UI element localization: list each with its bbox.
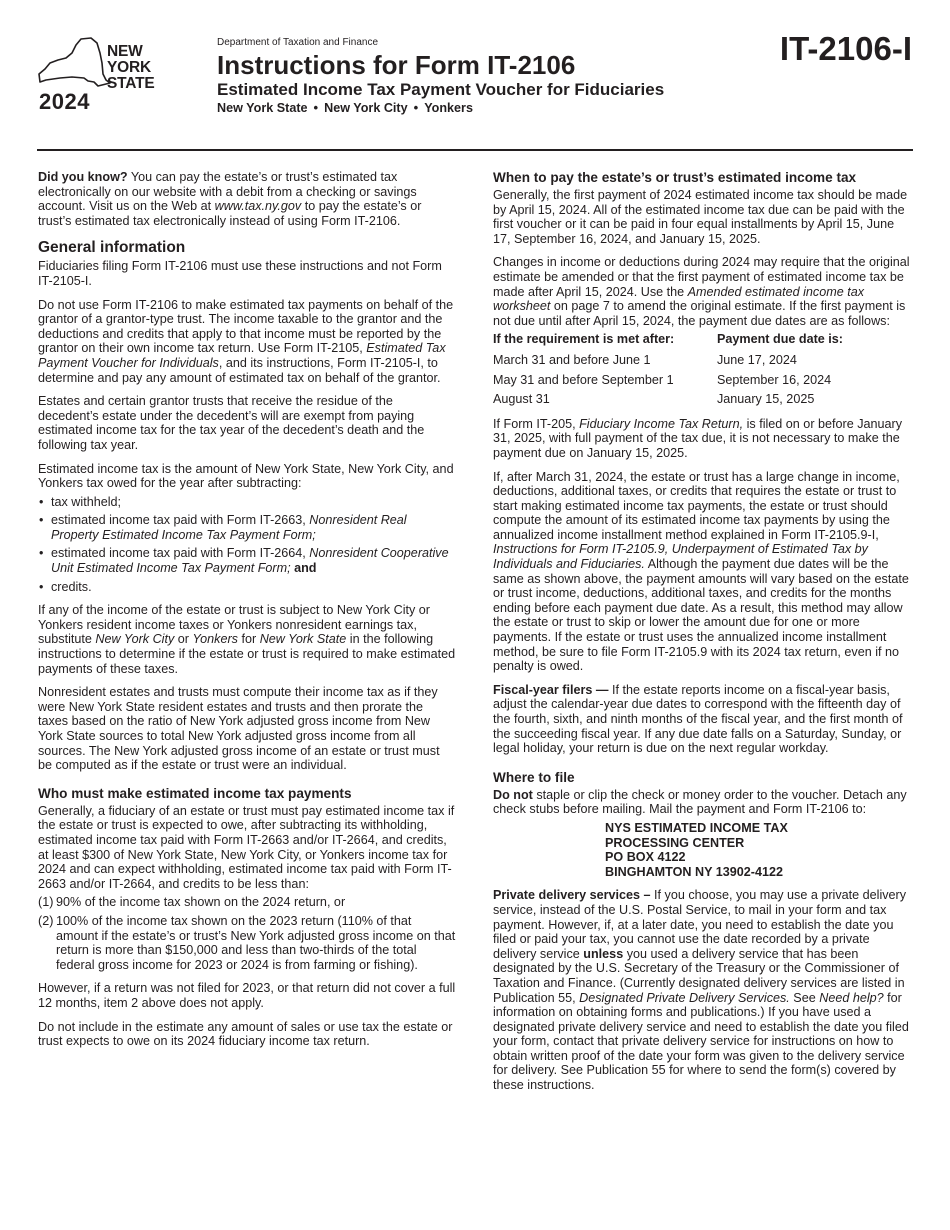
paragraph: Nonresident estates and trusts must compute their income tax as if they were New York State resident estates and trusts and then prorate the taxes based on the ratio of New York adjusted gross income from New York State sources to total New York adjusted gross income from all sources. The New York adjusted gross income of an estate or trust must be computed as if the estate or trust were an individual. — [38, 685, 440, 773]
address-line: PO BOX 4122 — [605, 850, 686, 865]
text-run: If you choose, you may use a private delivery service, instead of the U.S. Postal Service, to mail in your form and tax payment. However, if, at a later date, you need to establish the date you filed or paid your tax, you cannot use the date recorded by a private delivery service — [493, 888, 907, 961]
subtract-list — [38, 495, 456, 595]
text-run-italic: New York State — [259, 632, 347, 647]
text-run: 90% of the income tax shown on the 2024 return, or — [56, 895, 346, 910]
text-run: Changes in income or deductions during 2024 may require that the original estimate be amended or that the first payment of estimated income tax be made after April 15, 2024. Use the — [493, 255, 910, 299]
fiscal-year-filers — [493, 683, 913, 756]
text-run: for — [237, 632, 260, 647]
text-run: If the estate reports income on a fiscal-year basis, adjust the calendar-year due dates to correspond with the fifteenth day of the fourth, sixth, and ninth months of the fiscal year, and the first month of the succeeding fiscal year. If any due date falls on a Saturday, Sunday, or legal holiday, your return is due on the next regular workday. — [493, 682, 903, 756]
list-item — [38, 914, 456, 972]
form-id: IT-2106-I — [779, 30, 912, 67]
form-title-italic: Nonresident Cooperative Unit Estimated Income Tax Payment Form; — [51, 546, 449, 576]
who-must-pay-heading: Who must make estimated income tax payments — [38, 785, 352, 801]
text-run: you used a delivery service that has been designated by the U.S. Secretary of the Treasury or the Commissioner of Taxation and Finance. (Currently designated delivery services are listed in Publication 55, — [493, 946, 905, 1005]
pds-label: Private delivery services – — [493, 888, 651, 903]
table-row — [493, 390, 913, 410]
left-column — [38, 170, 456, 1058]
logo-wordmark — [107, 44, 155, 92]
did-you-know-label: Did you know? — [38, 170, 128, 184]
form-title-italic: Nonresident Real Property Estimated Income Tax Payment Form; — [51, 513, 407, 542]
form-title-italic: Estimated Tax Payment Voucher for Individuals — [38, 341, 446, 370]
list-item — [38, 546, 456, 575]
address-line: PROCESSING CENTER — [605, 835, 745, 850]
paragraph: Fiduciaries filing Form IT-2106 must use these instructions and not Form IT-2105-I. — [38, 259, 442, 288]
list-item — [38, 895, 456, 910]
text-run: in the following instructions to determine if the estate or trust is required to make estimated payments of these taxes. — [38, 632, 456, 676]
mailing-address — [605, 821, 913, 879]
jurisdiction-nyc: New York City — [324, 101, 408, 115]
text-run-bold: Do not — [493, 787, 533, 802]
paragraph: Do not include in the estimate any amount of sales or use tax the estate or trust expects to owe on its 2024 fiduciary income tax return. — [38, 1019, 453, 1049]
paragraph — [493, 788, 913, 817]
table-row — [493, 351, 913, 371]
text-run: Do not use Form IT-2106 to make estimated tax payments on behalf of the grantor of a grantor-type trust. The income taxable to the grantor and the deductions and credits that apply to that income must be reported by the grantor on their own income tax return. Use Form IT-2105, — [38, 297, 454, 356]
table-cell: June 17, 2024 — [717, 352, 797, 367]
text-run: If any of the income of the estate or trust is subject to New York City or Yonkers resident income taxes or Yonkers nonresident earnings tax, substitute — [38, 603, 430, 647]
address-line: BINGHAMTON NY 13902-4122 — [605, 864, 784, 879]
nys-logo — [36, 36, 168, 116]
paragraph — [493, 417, 913, 461]
paragraph — [38, 603, 456, 676]
right-column — [493, 170, 913, 1102]
did-you-know — [38, 170, 456, 228]
table-header-row — [493, 332, 913, 351]
text-run-italic: Yonkers — [192, 632, 238, 647]
text-run: on page 7 to amend the original estimate. If the first payment is not due until after April 15, 2024, the payment due dates are as follows: — [493, 299, 906, 328]
column-header: Payment due date is: — [717, 332, 843, 347]
due-date-table — [493, 332, 913, 409]
column-header: If the requirement is met after: — [493, 332, 675, 347]
list-item — [38, 513, 456, 542]
logo-year: 2024 — [39, 89, 90, 114]
website-link[interactable]: www.tax.ny.gov — [214, 199, 302, 214]
department-name: Department of Taxation and Finance — [217, 37, 379, 48]
text-run: for information on obtaining forms and publications.) If you have used a designated private delivery service and need to establish the date you filed your form, contact that private delivery service for instructions on how to obtain written proof of the date your form was given to the delivery service for delivery. See Publication 55 for where to send the form(s) covered by these instructions. — [493, 990, 909, 1093]
page-title: Instructions for Form IT-2106 — [217, 50, 576, 80]
jurisdiction-yonkers: Yonkers — [424, 101, 473, 115]
form-title-italic: Instructions for Form IT-2105.9, Underpayment of Estimated Tax by Individuals and Fiduciaries. — [493, 542, 868, 572]
list-number: (1) — [38, 895, 54, 910]
text-run: You can pay the estate’s or trust’s estimated tax electronically on our website with a debit from a checking or savings account. Visit us on the Web at — [38, 170, 417, 214]
paragraph: Generally, the first payment of 2024 estimated income tax should be made by April 15, 2024. All of the estimated income tax due can be paid with the first voucher or it can be paid in four equal installments by April 15, June 17, September 16, 2024, and January 15, 2025. — [493, 188, 908, 246]
text-run: staple or clip the check or money order to the voucher. Detach any check stubs before mailing. Mail the payment and Form IT-2106 to: — [493, 787, 907, 817]
paragraph: Generally, a fiduciary of an estate or trust must pay estimated income tax if the estate or trust is expected to owe, after subtracting its withholding, estimated income tax paid with Form IT-2663 and/or IT-2664, and credits, at least $300 of New York State, New York City, or Yonkers income tax for 2024 and can expect withholding, estimated income tax paid with Form IT-2663 and/or IT-2664, and credits to be less than: — [38, 803, 455, 891]
paragraph: However, if a return was not filed for 2023, or that return did not cover a full 12 months, item 2 above does not apply. — [38, 981, 456, 1010]
bullet-separator-icon: • — [313, 100, 319, 115]
table-row — [493, 371, 913, 391]
header-divider — [37, 149, 913, 151]
text-run: estimated income tax paid with Form IT-2663, — [51, 513, 310, 528]
new-york-state-map-icon — [36, 36, 112, 90]
text-run: If, after March 31, 2024, the estate or trust has a large change in income, deductions, additional taxes, or credits that requires the estate or trust to start making estimated income tax payments, the estate or trust should compute the amount of its estimated income tax payments by using the annualized income installment method explained in Form IT-2105.9-I, — [493, 469, 900, 542]
table-cell: May 31 and before September 1 — [493, 372, 674, 387]
table-cell: March 31 and before June 1 — [493, 352, 651, 367]
logo-line: YORK — [107, 59, 151, 76]
paragraph: Estimated income tax is the amount of New York State, New York City, and Yonkers tax owed for the year after subtracting: — [38, 461, 454, 491]
jurisdiction-nys: New York State — [217, 101, 308, 115]
text-run: or — [174, 632, 193, 647]
text-run: If Form IT-205, — [493, 416, 580, 431]
address-line: NYS ESTIMATED INCOME TAX — [605, 820, 788, 835]
text-run: estimated income tax paid with Form IT-2664, — [51, 546, 310, 561]
jurisdictions — [217, 101, 473, 116]
text-run-italic: New York City — [95, 632, 175, 647]
paragraph: Estates and certain grantor trusts that receive the residue of the decedent’s estate under the decedent’s will are exempt from paying estimated income tax for the tax year of the decedent’s death and the following tax year. — [38, 394, 425, 452]
fiscal-year-label: Fiscal-year filers — — [493, 682, 609, 697]
paragraph — [38, 298, 456, 386]
text-run: to pay the estate’s or trust’s estimated tax electronically instead of using Form IT-2106. — [38, 199, 422, 228]
text-run: , and its instructions, Form IT-2105-I, to determine and pay any amount of estimated tax on behalf of the grantor. — [38, 355, 441, 385]
paragraph — [493, 255, 913, 328]
text-run-bold: and — [290, 561, 317, 576]
bullet-separator-icon: • — [413, 100, 419, 115]
text-run: 100% of the income tax shown on the 2023 return (110% of that amount if the estate’s or trust’s New York adjusted gross income on that return is more than $150,000 and less than two-thirds of the total federal gross income for 2023 or 2024 is from farming or fishing). — [56, 913, 456, 972]
threshold-list — [38, 895, 456, 972]
table-cell: August 31 — [493, 392, 550, 407]
text-run: Although the payment due dates will be the same as shown above, the payment amounts will vary based on the estate or trust income, deductions, additional taxes, and credits for the months ending before each payment due date. As a result, this method may allow the estate or trust to skip or lower the amount due for one or more payments. If the estate or trust uses the annualized income installment method, be sure to file Form IT-2105.9 with its 2024 tax return, even if no penalty is owed. — [493, 557, 909, 674]
page-subtitle: Estimated Income Tax Payment Voucher for Fiduciaries — [217, 80, 665, 99]
when-to-pay-heading: When to pay the estate’s or trust’s estimated income tax — [493, 170, 857, 185]
text-run: See — [789, 990, 820, 1005]
paragraph — [493, 470, 913, 674]
list-item: • tax withheld; — [38, 495, 456, 510]
publication-title-italic: Designated Private Delivery Services. — [579, 990, 790, 1005]
page-header — [0, 0, 950, 152]
list-item: • credits. — [38, 580, 456, 595]
list-number: (2) — [38, 913, 54, 928]
logo-line: NEW — [107, 43, 143, 60]
private-delivery-services — [493, 888, 913, 1092]
worksheet-title-italic: Amended estimated income tax worksheet — [493, 284, 865, 314]
table-cell: January 15, 2025 — [717, 392, 815, 407]
where-to-file-heading: Where to file — [493, 769, 575, 785]
text-run: is filed on or before January 31, 2025, with full payment of the tax due, it is not necessary to make the payment due on January 15, 2025. — [493, 416, 903, 460]
logo-line: STATE — [107, 75, 155, 92]
need-help-reference: Need help? — [819, 990, 884, 1005]
text-run-bold: unless — [583, 946, 624, 961]
general-information-heading: General information — [38, 239, 186, 257]
table-cell: September 16, 2024 — [717, 372, 832, 387]
form-title-italic: Fiduciary Income Tax Return, — [579, 416, 744, 431]
